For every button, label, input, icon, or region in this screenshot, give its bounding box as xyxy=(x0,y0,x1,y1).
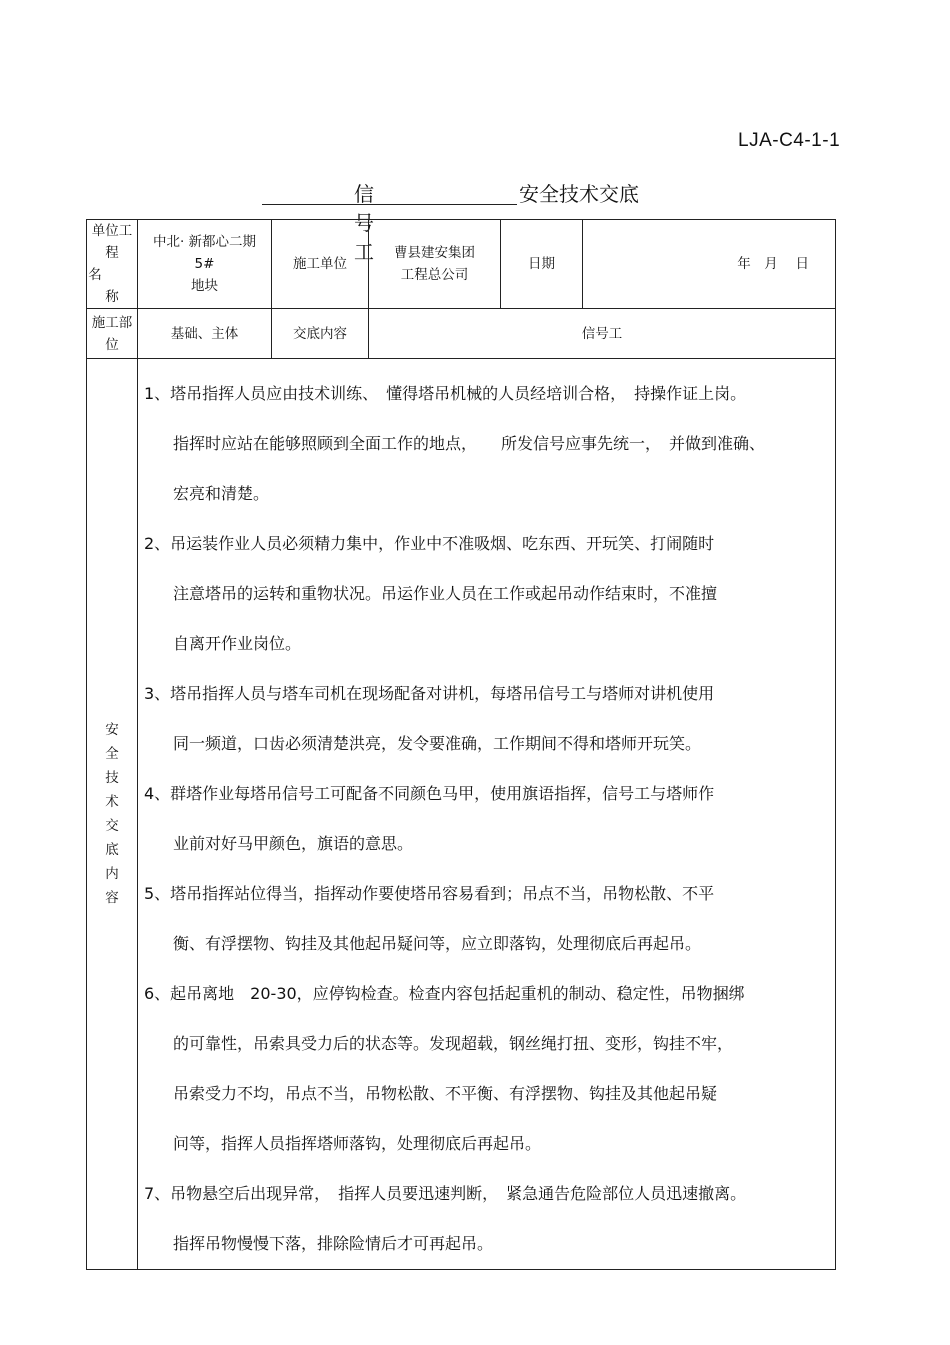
construction-part-value: 基础、主体 xyxy=(138,309,272,359)
briefing-item-line: 业前对好马甲颜色，旗语的意思。 xyxy=(173,834,414,853)
briefing-item xyxy=(144,969,827,1169)
section-label-cell xyxy=(87,359,138,1270)
briefing-item-line: 1、塔吊指挥人员应由技术训练、 懂得塔吊机械的人员经培训合格， 持操作证上岗。 xyxy=(144,384,747,403)
briefing-items xyxy=(138,359,835,1269)
section-label: 安全技术交底内容 xyxy=(105,722,119,906)
header-row-2 xyxy=(87,309,836,359)
briefing-item xyxy=(144,769,827,869)
briefing-item-line: 5、塔吊指挥站位得当，指挥动作要使塔吊容易看到；吊点不当，吊物松散、不平 xyxy=(144,884,715,903)
briefing-item-line: 6、起吊离地 20-30，应停钩检查。检查内容包括起重机的制动、稳定性，吊物捆绑 xyxy=(144,984,745,1003)
date-value: 年 月 日 xyxy=(583,220,836,309)
construction-unit-label: 施工单位 xyxy=(272,220,369,309)
briefing-item-line: 问等，指挥人员指挥塔师落钩，处理彻底后再起吊。 xyxy=(173,1134,542,1153)
briefing-content-label: 交底内容 xyxy=(272,309,369,359)
date-label: 日期 xyxy=(501,220,583,309)
briefing-item xyxy=(144,519,827,669)
title-underline xyxy=(262,178,517,205)
briefing-item-line: 4、群塔作业每塔吊信号工可配备不同颜色马甲，使用旗语指挥，信号工与塔师作 xyxy=(144,784,715,803)
briefing-item-line: 2、吊运装作业人员必须精力集中，作业中不准吸烟、吃东西、开玩笑、打闹随时 xyxy=(144,534,715,553)
briefing-item-line: 指挥时应站在能够照顾到全面工作的地点， 所发信号应事先统一， 并做到准确、 xyxy=(173,434,766,453)
briefing-item-line: 同一频道，口齿必须清楚洪亮，发令要准确，工作期间不得和塔师开玩笑。 xyxy=(173,734,702,753)
briefing-item-line: 3、塔吊指挥人员与塔车司机在现场配备对讲机，每塔吊信号工与塔师对讲机使用 xyxy=(144,684,715,703)
content-row xyxy=(87,359,836,1270)
briefing-item xyxy=(144,669,827,769)
briefing-item xyxy=(144,369,827,519)
briefing-item xyxy=(144,1169,827,1269)
construction-part-label: 施工部位 xyxy=(87,309,138,359)
header-row-1 xyxy=(87,220,836,309)
unit-project-label-2b: 称 xyxy=(105,289,119,305)
briefing-item-line: 的可靠性，吊索具受力后的状态等。发现超载，钢丝绳打扭、变形，钩挂不牢， xyxy=(173,1034,734,1053)
briefing-item-line: 7、吊物悬空后出现异常， 指挥人员要迅速判断， 紧急通告危险部位人员迅速撤离。 xyxy=(144,1184,747,1203)
title-suffix: 安全技术交底 xyxy=(519,182,639,206)
briefing-content-cell xyxy=(138,359,836,1270)
briefing-item-line: 注意塔吊的运转和重物状况。吊运作业人员在工作或起吊动作结束时，不准擅 xyxy=(173,584,718,603)
unit-project-label-2a: 名 xyxy=(88,267,102,283)
briefing-item-line: 自离开作业岗位。 xyxy=(173,634,302,653)
unit-project-label: 单位工程 名称 xyxy=(87,220,138,309)
briefing-item-line: 衡、有浮摆物、钩挂及其他起吊疑问等，应立即落钩，处理彻底后再起吊。 xyxy=(173,934,702,953)
briefing-item-line: 宏亮和清楚。 xyxy=(173,484,270,503)
briefing-item xyxy=(144,869,827,969)
briefing-form-table xyxy=(86,219,836,1270)
construction-unit-value: 曹县建安集团 工程总公司 xyxy=(369,220,501,309)
briefing-item-line: 吊索受力不均，吊点不当，吊物松散、不平衡、有浮摆物、钩挂及其他起吊疑 xyxy=(173,1084,718,1103)
unit-project-value: 中北· 新都心二期 5# 地块 xyxy=(138,220,272,309)
title-role: 信号工 xyxy=(354,182,374,264)
briefing-item-line: 指挥吊物慢慢下落，排除险情后才可再起吊。 xyxy=(173,1234,494,1253)
briefing-content-value: 信号工 xyxy=(369,309,836,359)
document-code: LJA-C4-1-1 xyxy=(738,130,841,151)
